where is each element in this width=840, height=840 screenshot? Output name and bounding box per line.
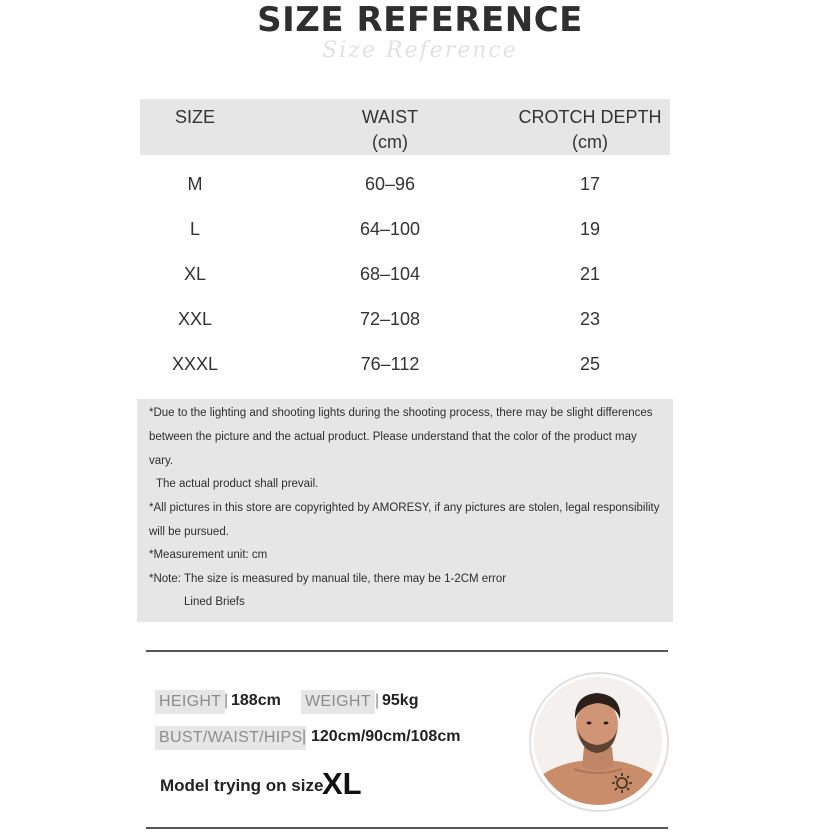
header-crotch-label: CROTCH DEPTH	[518, 107, 662, 127]
note-line: Lined Briefs	[184, 596, 245, 608]
waist-cell: 68–104	[359, 264, 421, 284]
waist-cell: 76–112	[360, 354, 420, 374]
table-row	[140, 219, 670, 249]
header-size	[140, 105, 250, 130]
table-row	[140, 309, 670, 339]
size-cell: XL	[183, 264, 207, 284]
crotch-cell: 17	[579, 174, 601, 194]
tryon-size: XL	[322, 766, 362, 801]
note-line: *Due to the lighting and shooting lights during the shooting process, there may be slight differences	[149, 407, 653, 419]
table-row	[140, 264, 670, 294]
notes-panel	[137, 399, 673, 622]
header-crotch-unit: (cm)	[572, 132, 608, 152]
note-line: vary.	[149, 455, 174, 467]
crotch-cell: 21	[579, 264, 601, 284]
weight-label: WEIGHT	[301, 690, 375, 714]
header-waist	[305, 105, 475, 155]
note-line: between the picture and the actual product. Please understand that the color of the product may	[149, 431, 637, 443]
waist-cell: 64–100	[359, 219, 421, 239]
table-row	[140, 174, 670, 204]
model-avatar	[534, 677, 662, 805]
header-waist-unit: (cm)	[372, 132, 408, 152]
script-subtitle: Size Reference	[322, 38, 518, 63]
waist-cell: 60–96	[364, 174, 416, 194]
waist-cell: 72–108	[359, 309, 421, 329]
note-line: *Measurement unit: cm	[149, 549, 268, 561]
note-line: *All pictures in this store are copyrighted by AMORESY, if any pictures are stolen, legal responsibility	[149, 502, 660, 514]
height-value: 188cm	[231, 692, 281, 709]
note-line: *Note: The size is measured by manual tile, there may be 1-2CM error	[149, 573, 507, 585]
divider-top	[146, 650, 668, 652]
model-portrait-icon	[534, 677, 662, 805]
size-table-header	[140, 99, 670, 155]
note-line: will be pursued.	[149, 526, 229, 538]
table-row	[140, 354, 670, 384]
page-title: SIZE REFERENCE	[257, 0, 583, 40]
header-waist-label: WAIST	[361, 107, 419, 127]
header-crotch	[495, 105, 685, 155]
crotch-cell: 25	[579, 354, 601, 374]
size-cell: L	[189, 219, 200, 239]
separator: |	[224, 692, 229, 709]
height-label: HEIGHT	[155, 690, 225, 714]
bwh-label: BUST/WAIST/HIPS	[155, 726, 306, 750]
weight-value: 95kg	[382, 692, 419, 709]
size-cell: XXXL	[171, 354, 219, 374]
header-size-label: SIZE	[174, 107, 215, 127]
divider-bottom	[146, 827, 668, 829]
crotch-cell: 19	[579, 219, 601, 239]
size-cell: XXL	[177, 309, 213, 329]
bwh-value: 120cm/90cm/108cm	[311, 728, 461, 745]
tryon-text: Model trying on size	[160, 776, 324, 795]
note-line: The actual product shall prevail.	[156, 478, 319, 490]
size-cell: M	[187, 174, 203, 194]
separator: |	[375, 692, 380, 709]
separator: |	[302, 728, 307, 745]
crotch-cell: 23	[579, 309, 601, 329]
